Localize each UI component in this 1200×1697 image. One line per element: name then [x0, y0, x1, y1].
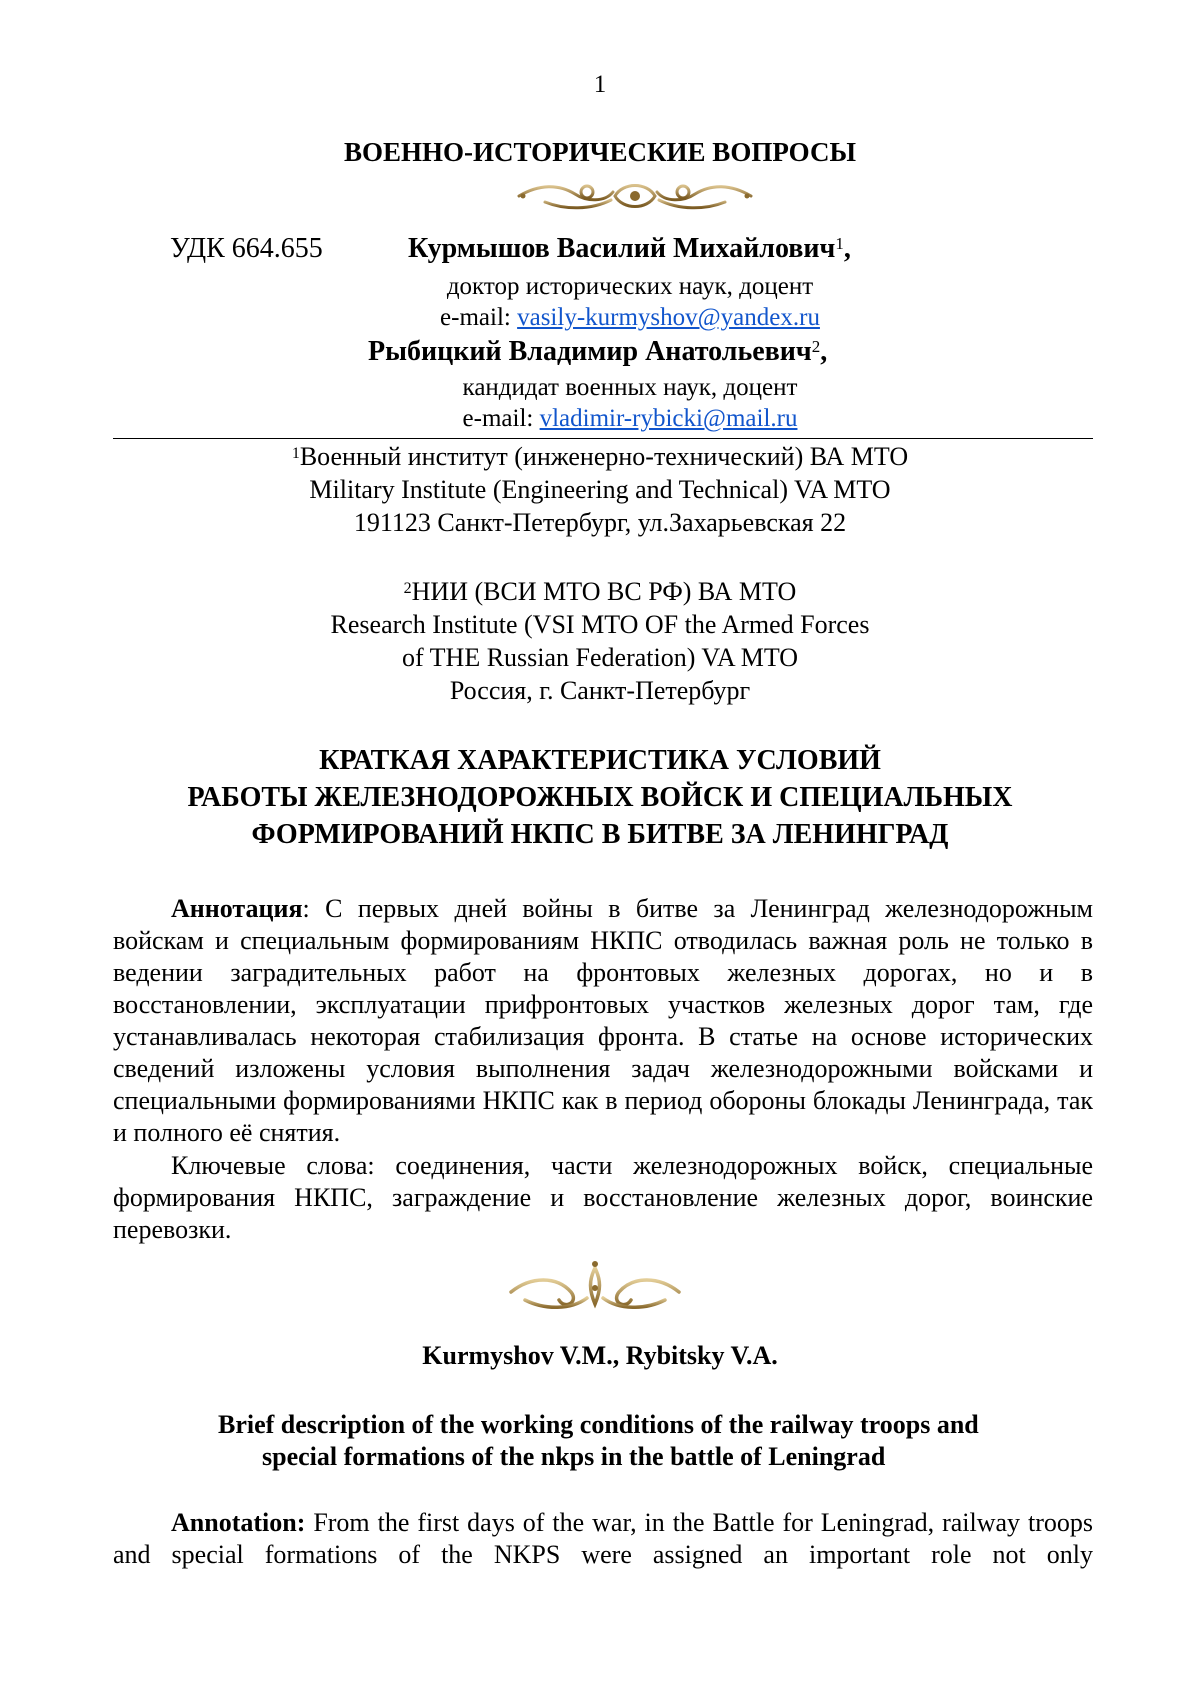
title-ru-line-3: ФОРМИРОВАНИЙ НКПС В БИТВЕ ЗА ЛЕНИНГРАД: [251, 819, 949, 850]
abstract-ru: [113, 893, 1093, 1149]
author-1-name-text: Курмышов Василий Михайлович: [408, 233, 836, 264]
affiliation-1-line-3: 191123 Санкт-Петербург, ул.Захарьевская 22: [353, 508, 847, 537]
title-ru-line-2: РАБОТЫ ЖЕЛЕЗНОДОРОЖНЫХ ВОЙСК И СПЕЦИАЛЬНЫХ: [187, 782, 1013, 813]
affiliation-2-mark: 2: [403, 580, 412, 597]
abstract-ru-label: Аннотация: [171, 894, 303, 923]
author-1-email-label: e-mail:: [440, 304, 518, 331]
affiliation-1-line-1: [0, 441, 1200, 473]
author-1-email-line: [0, 303, 1200, 333]
affiliation-2-line-1-text: НИИ (ВСИ МТО ВС РФ) ВА МТО: [411, 577, 797, 606]
keywords-ru: Ключевые слова: соединения, части железнодорожных войск, специальные формирования НКПС, заграждение и восстановление железных дорог, воинские перевозки.: [113, 1151, 1093, 1244]
author-2-footnote: 2: [811, 337, 821, 356]
author-2-email-link[interactable]: vladimir-rybicki@mail.ru: [539, 405, 798, 432]
affiliation-2-line-4: Россия, г. Санкт-Петербург: [449, 676, 751, 705]
separator-line: [113, 438, 1093, 439]
author-1-degree: доктор исторических наук, доцент: [446, 273, 814, 300]
author-1-suffix: ,: [843, 233, 851, 264]
author-1-name: [408, 233, 851, 265]
section-title: ВОЕННО-ИСТОРИЧЕСКИЕ ВОПРОСЫ: [343, 137, 856, 167]
udk-code: УДК 664.655: [170, 233, 323, 264]
author-2-email-label: e-mail:: [462, 405, 540, 432]
author-1-email-link[interactable]: vasily-kurmyshov@yandex.ru: [517, 304, 820, 331]
affiliation-2-line-2: Research Institute (VSI MTO OF the Armed Forces: [330, 610, 870, 639]
abstract-en-label: Annotation:: [171, 1508, 306, 1537]
abstract-en-text: From the first days of the war, in the Battle for Leningrad, railway troops and special formations of the NKPS were assigned an important role not only: [113, 1508, 1093, 1569]
affiliation-2-line-1: [0, 576, 1200, 608]
affiliation-1-line-1-text: Военный институт (инженерно-технический) ВА МТО: [299, 442, 909, 471]
affiliation-1-line-2: Military Institute (Engineering and Technical) VA MTO: [309, 475, 891, 504]
affiliation-2-line-3: of THE Russian Federation) VA MTO: [401, 643, 799, 672]
page-number: 1: [593, 71, 607, 98]
authors-en: Kurmyshov V.M., Rybitsky V.A.: [422, 1341, 778, 1370]
title-en-line-1: Brief description of the working conditions of the railway troops and: [218, 1410, 979, 1439]
title-en-line-2: special formations of the nkps in the battle of Leningrad: [262, 1442, 886, 1471]
abstract-ru-text: : С первых дней войны в битве за Ленинград железнодорожным войскам и специальным формированиям НКПС отводилась важная роль не только в ведении заградительных работ на фронтовых железных дорогах, но и в восстановлении, эксплуатации прифронтовых участков железных дорог там, где устанавливалась некоторая стабилизация фронта. В статье на основе исторических сведений изложены условия выполнения задач железнодорожными войсками и специальными формированиями НКПС как в период обороны блокады Ленинграда, так и полного её снятия.: [113, 894, 1093, 1147]
abstract-en: [113, 1507, 1093, 1571]
author-2-degree: кандидат военных наук, доцент: [462, 374, 798, 401]
title-ru-line-1: КРАТКАЯ ХАРАКТЕРИСТИКА УСЛОВИЙ: [319, 745, 881, 776]
top-ornament-divider: [515, 176, 755, 216]
author-2-name-text: Рыбицкий Владимир Анатольевич: [368, 336, 812, 367]
middle-ornament-divider: [505, 1258, 685, 1318]
affiliation-1-mark: 1: [291, 445, 300, 462]
author-2-email-line: [0, 404, 1200, 434]
author-2-name: [368, 336, 827, 368]
author-2-suffix: ,: [820, 336, 828, 367]
author-1-footnote: 1: [835, 234, 844, 253]
